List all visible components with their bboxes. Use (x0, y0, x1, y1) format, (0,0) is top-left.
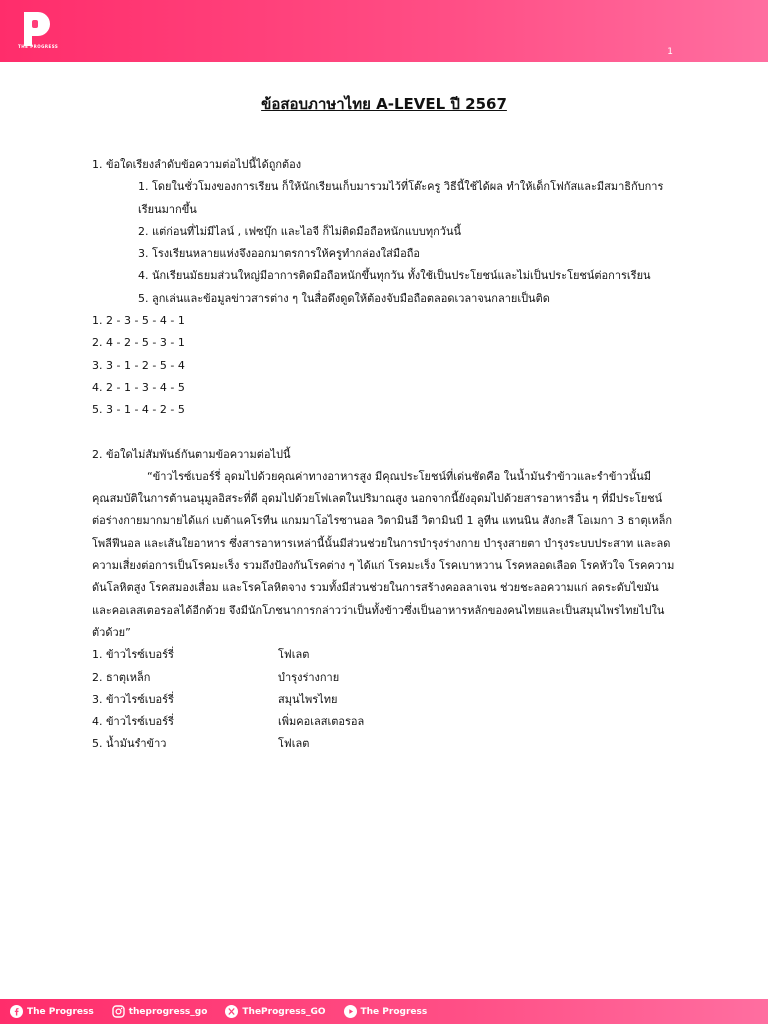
x-icon (225, 1005, 238, 1018)
choice-match: บำรุงร่างกาย (278, 670, 340, 684)
youtube-icon (344, 1005, 357, 1018)
q1-choice-4: 4. 2 - 1 - 3 - 4 - 5 (92, 380, 185, 394)
passage-line: ต่อร่างกายมากมายได้แก่ เบต้าแคโรทีน แกมมาโอไรซานอล วิตามินอี วิตามินบี 1 ลูทีน แทนนิน สังกะสี โอเมกา 3 ธาตุเหล็ก (92, 514, 673, 528)
footer-youtube-link[interactable] (344, 1005, 428, 1018)
footer-label: The Progress (27, 1006, 94, 1017)
footer-label: theprogress_go (128, 1006, 208, 1017)
statement-1-continued: เรียนมากขึ้น (138, 202, 197, 216)
passage-line: และคอเลสเตอรอลได้อีกด้วย จึงมีนักโภชนาการกล่าวว่าเป็นทั้งข้าวซึ่งเป็นอาหารหลักของคนไทยและเป็นสมุนไพรไทยไปใน (92, 603, 665, 617)
passage-line: ความเสี่ยงต่อการเป็นโรคมะเร็ง รวมถึงป้องกันโรคต่าง ๆ ได้แก่ โรคมะเร็ง โรคเบาหวาน โรคหลอดเลือด โรคหัวใจ โรคความ (92, 559, 675, 573)
statement-4: 4. นักเรียนมัธยมส่วนใหญ่มีอาการติดมือถือหนักขึ้นทุกวัน ทั้งใช้เป็นประโยชน์และไม่เป็นประโยชน์ต่อการเรียน (138, 269, 651, 283)
statement-1: 1. โดยในชั่วโมงของการเรียน ก็ให้นักเรียนเก็บมารวมไว้ที่โต๊ะครู วิธีนี้ใช้ได้ผล ทำให้เด็กโฟกัสและมีสมาธิกับการ (138, 180, 664, 194)
q2-choice-1 (92, 644, 682, 666)
passage-line: คุณสมบัติในการต้านอนุมูลอิสระที่ดี อุดมไปด้วยโฟเลตในปริมาณสูง นอกจากนี้ยังอุดมไปด้วยสารอาหารอื่น ๆ ที่มีประโยชน์ (92, 492, 663, 506)
question-2-prompt: 2. ข้อใดไม่สัมพันธ์กันตามข้อความต่อไปนี้ (92, 447, 291, 461)
footer-facebook-link[interactable] (10, 1005, 94, 1018)
choice-term: 2. ธาตุเหล็ก (92, 670, 151, 684)
q1-choice-2: 2. 4 - 2 - 5 - 3 - 1 (92, 336, 185, 350)
page-number: 1 (667, 47, 673, 57)
statement-2: 2. แต่ก่อนที่ไม่มีไลน์ , เฟซบุ๊ก และไอจี ก็ไม่ติดมือถือหนักแบบทุกวันนี้ (138, 224, 462, 238)
logo-subtitle: THE PROGRESS (18, 44, 59, 49)
passage-line: โพลีฟีนอล และเส้นใยอาหาร ซึ่งสารอาหารเหล่านี้นั้นมีส่วนช่วยในการบำรุงร่างกาย บำรุงสายตา บำรุงระบบประสาท และลด (92, 536, 671, 550)
instagram-icon (112, 1005, 125, 1018)
footer-instagram-link[interactable] (112, 1005, 208, 1018)
footer-bar (0, 999, 768, 1024)
choice-term: 3. ข้าวไรซ์เบอร์รี่ (92, 692, 174, 706)
statement-5: 5. ลูกเล่นและข้อมูลข่าวสารต่าง ๆ ในสื่อดึงดูดให้ต้องจับมือถือตลอดเวลาจนกลายเป็นติด (138, 291, 550, 305)
choice-match: เพิ่มคอเลสเตอรอล (278, 715, 365, 729)
passage-line: ดันโลหิตสูง โรคสมองเสื่อม และโรคโลหิตจาง รวมทั้งมีส่วนช่วยในการสร้างคอลลาเจน ช่วยชะลอความแก่ ลดระดับไขมัน (92, 581, 659, 595)
document-title: ข้อสอบภาษาไทย A-LEVEL ปี 2567 (261, 95, 507, 113)
passage-line: ตัวด้วย” (92, 625, 131, 639)
choice-term: 1. ข้าวไรซ์เบอร์รี่ (92, 648, 174, 662)
q1-choice-1: 1. 2 - 3 - 5 - 4 - 1 (92, 314, 185, 328)
choice-match: โฟเลต (278, 737, 310, 751)
choice-match: สมุนไพรไทย (278, 692, 338, 706)
choice-term: 5. น้ำมันรำข้าว (92, 737, 167, 751)
q2-choice-3 (92, 689, 682, 711)
q1-choice-5: 5. 3 - 1 - 4 - 2 - 5 (92, 403, 185, 417)
choice-term: 4. ข้าวไรซ์เบอร์รี่ (92, 715, 174, 729)
facebook-icon (10, 1005, 23, 1018)
footer-x-link[interactable] (225, 1005, 325, 1018)
q2-choice-4 (92, 711, 682, 733)
q2-choice-2 (92, 667, 682, 689)
statement-3: 3. โรงเรียนหลายแห่งจึงออกมาตรการให้ครูทำกล่องใส่มือถือ (138, 247, 420, 261)
q1-choice-3: 3. 3 - 1 - 2 - 5 - 4 (92, 358, 185, 372)
footer-label: The Progress (360, 1006, 428, 1017)
header-bar (0, 0, 768, 62)
footer-label: TheProgress_GO (242, 1006, 326, 1017)
question-1-prompt: 1. ข้อใดเรียงลำดับข้อความต่อไปนี้ได้ถูกต้อง (92, 158, 302, 171)
document-body (92, 154, 682, 756)
q2-choice-5 (92, 733, 682, 755)
passage-line: “ข้าวไรซ์เบอร์รี่ อุดมไปด้วยคุณค่าทางอาหารสูง มีคุณประโยชน์ที่เด่นชัดคือ ในน้ำมันรำข้าวและรำข้าวนั้นมี (147, 469, 652, 483)
choice-match: โฟเลต (278, 648, 310, 662)
